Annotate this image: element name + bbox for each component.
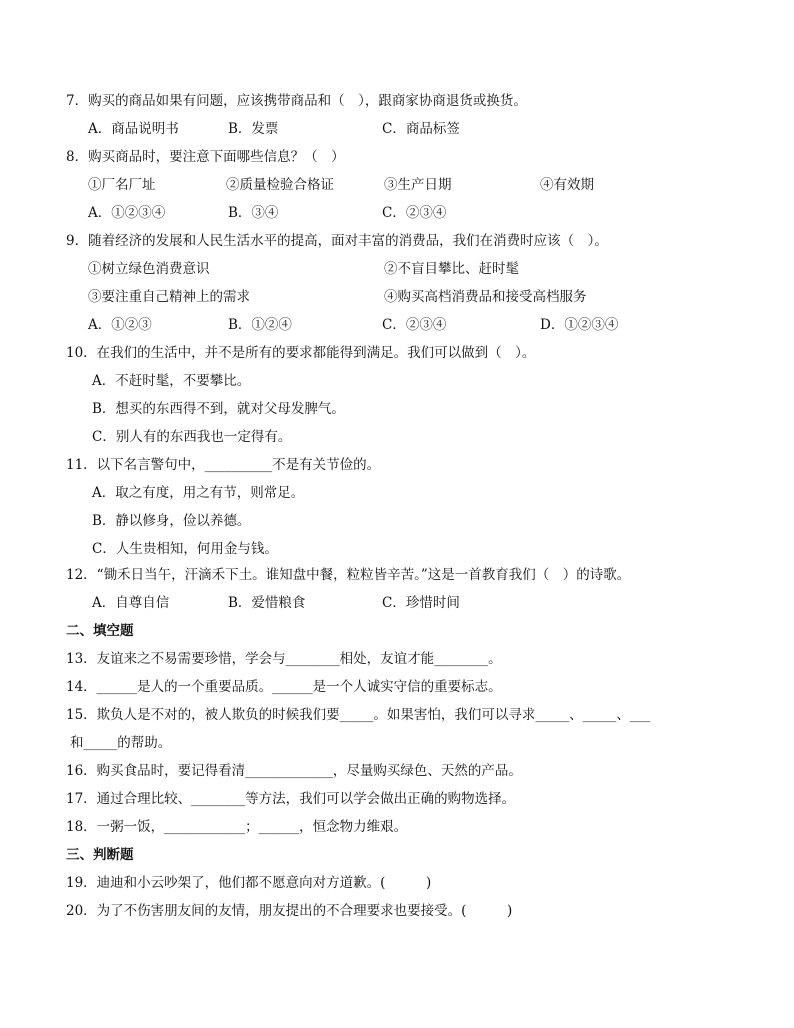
question-8-option-a: A．①②③④ [88,205,166,221]
question-16: 16．购买食品时，要记得看清_____________，尽量购买绿色、天然的产品。 [66,763,522,779]
question-9-stem: 9．随着经济的发展和人民生活水平的提高，面对丰富的消费品，我们在消费时应该（ ）。 [66,233,608,249]
question-7-option-b: B．发票 [228,121,279,137]
question-10-option-b: B．想买的东西得不到，就对父母发脾气。 [92,401,345,417]
question-15-line-1: 15．欺负人是不对的，被人欺负的时候我们要_____。如果害怕，我们可以寻求_____、_____、___ [66,707,651,723]
question-9-item-2: ②不盲目攀比、赶时髦 [384,261,519,277]
question-10-option-a: A．不赶时髦，不要攀比。 [92,373,251,389]
question-12-option-a: A．自尊自信 [92,595,170,611]
question-8-item-1: ①厂名厂址 [88,177,156,193]
question-12-option-c: C．珍惜时间 [382,595,460,611]
question-12-option-b: B．爱惜粮食 [228,595,306,611]
question-7-option-a: A．商品说明书 [88,121,179,137]
section-3-heading: 三、判断题 [66,847,134,863]
question-20: 20．为了不伤害朋友间的友情，朋友提出的不合理要求也要接受。( ) [66,903,513,919]
question-10-option-c: C．别人有的东西我也一定得有。 [92,429,292,445]
question-11-option-b: B．静以修身，俭以养德。 [92,513,251,529]
question-8-option-c: C．②③④ [382,205,447,221]
question-8-option-b: B．③④ [228,205,279,221]
question-9-option-c: C．②③④ [382,317,447,333]
section-2-heading: 二、填空题 [66,623,134,639]
question-11-option-a: A．取之有度，用之有节，则常足。 [92,485,305,501]
question-12-stem: 12．“锄禾日当午，汗滴禾下土。谁知盘中餐，粒粒皆辛苦。”这是一首教育我们（ ）的诗歌。 [66,567,631,583]
question-9-item-1: ①树立绿色消费意识 [88,261,210,277]
question-7-option-c: C．商品标签 [382,121,460,137]
question-13: 13．友谊来之不易需要珍惜，学会与________相处，友谊才能________。 [66,651,502,667]
question-14: 14．______是人的一个重要品质。______是一个人诚实守信的重要标志。 [66,679,502,695]
question-8-stem: 8．购买商品时，要注意下面哪些信息？（ ） [66,149,345,165]
question-8-item-3: ③生产日期 [384,177,452,193]
question-9-item-3: ③要注重自己精神上的需求 [88,289,250,305]
question-11-stem: 11．以下名言警句中，__________不是有关节俭的。 [66,457,381,473]
question-9-option-b: B．①②④ [228,317,292,333]
question-17: 17．通过合理比较、________等方法，我们可以学会做出正确的购物选择。 [66,791,516,807]
question-19: 19．迪迪和小云吵架了，他们都不愿意向对方道歉。( ) [66,875,432,891]
question-8-item-4: ④有效期 [540,177,594,193]
question-7-stem: 7．购买的商品如果有问题，应该携带商品和（ ），跟商家协商退货或换货。 [66,93,527,109]
question-9-option-d: D．①②③④ [540,317,619,333]
question-9-option-a: A．①②③ [88,317,152,333]
question-10-stem: 10．在我们的生活中，并不是所有的要求都能得到满足。我们可以做到（ ）。 [66,345,536,361]
question-11-option-c: C．人生贵相知，何用金与钱。 [92,541,278,557]
question-8-item-2: ②质量检验合格证 [226,177,334,193]
question-9-item-4: ④购买高档消费品和接受高档服务 [384,289,587,305]
question-18: 18．一粥一饭，____________；______，恒念物力维艰。 [66,819,408,835]
question-15-line-2: 和_____的帮助。 [70,735,172,751]
